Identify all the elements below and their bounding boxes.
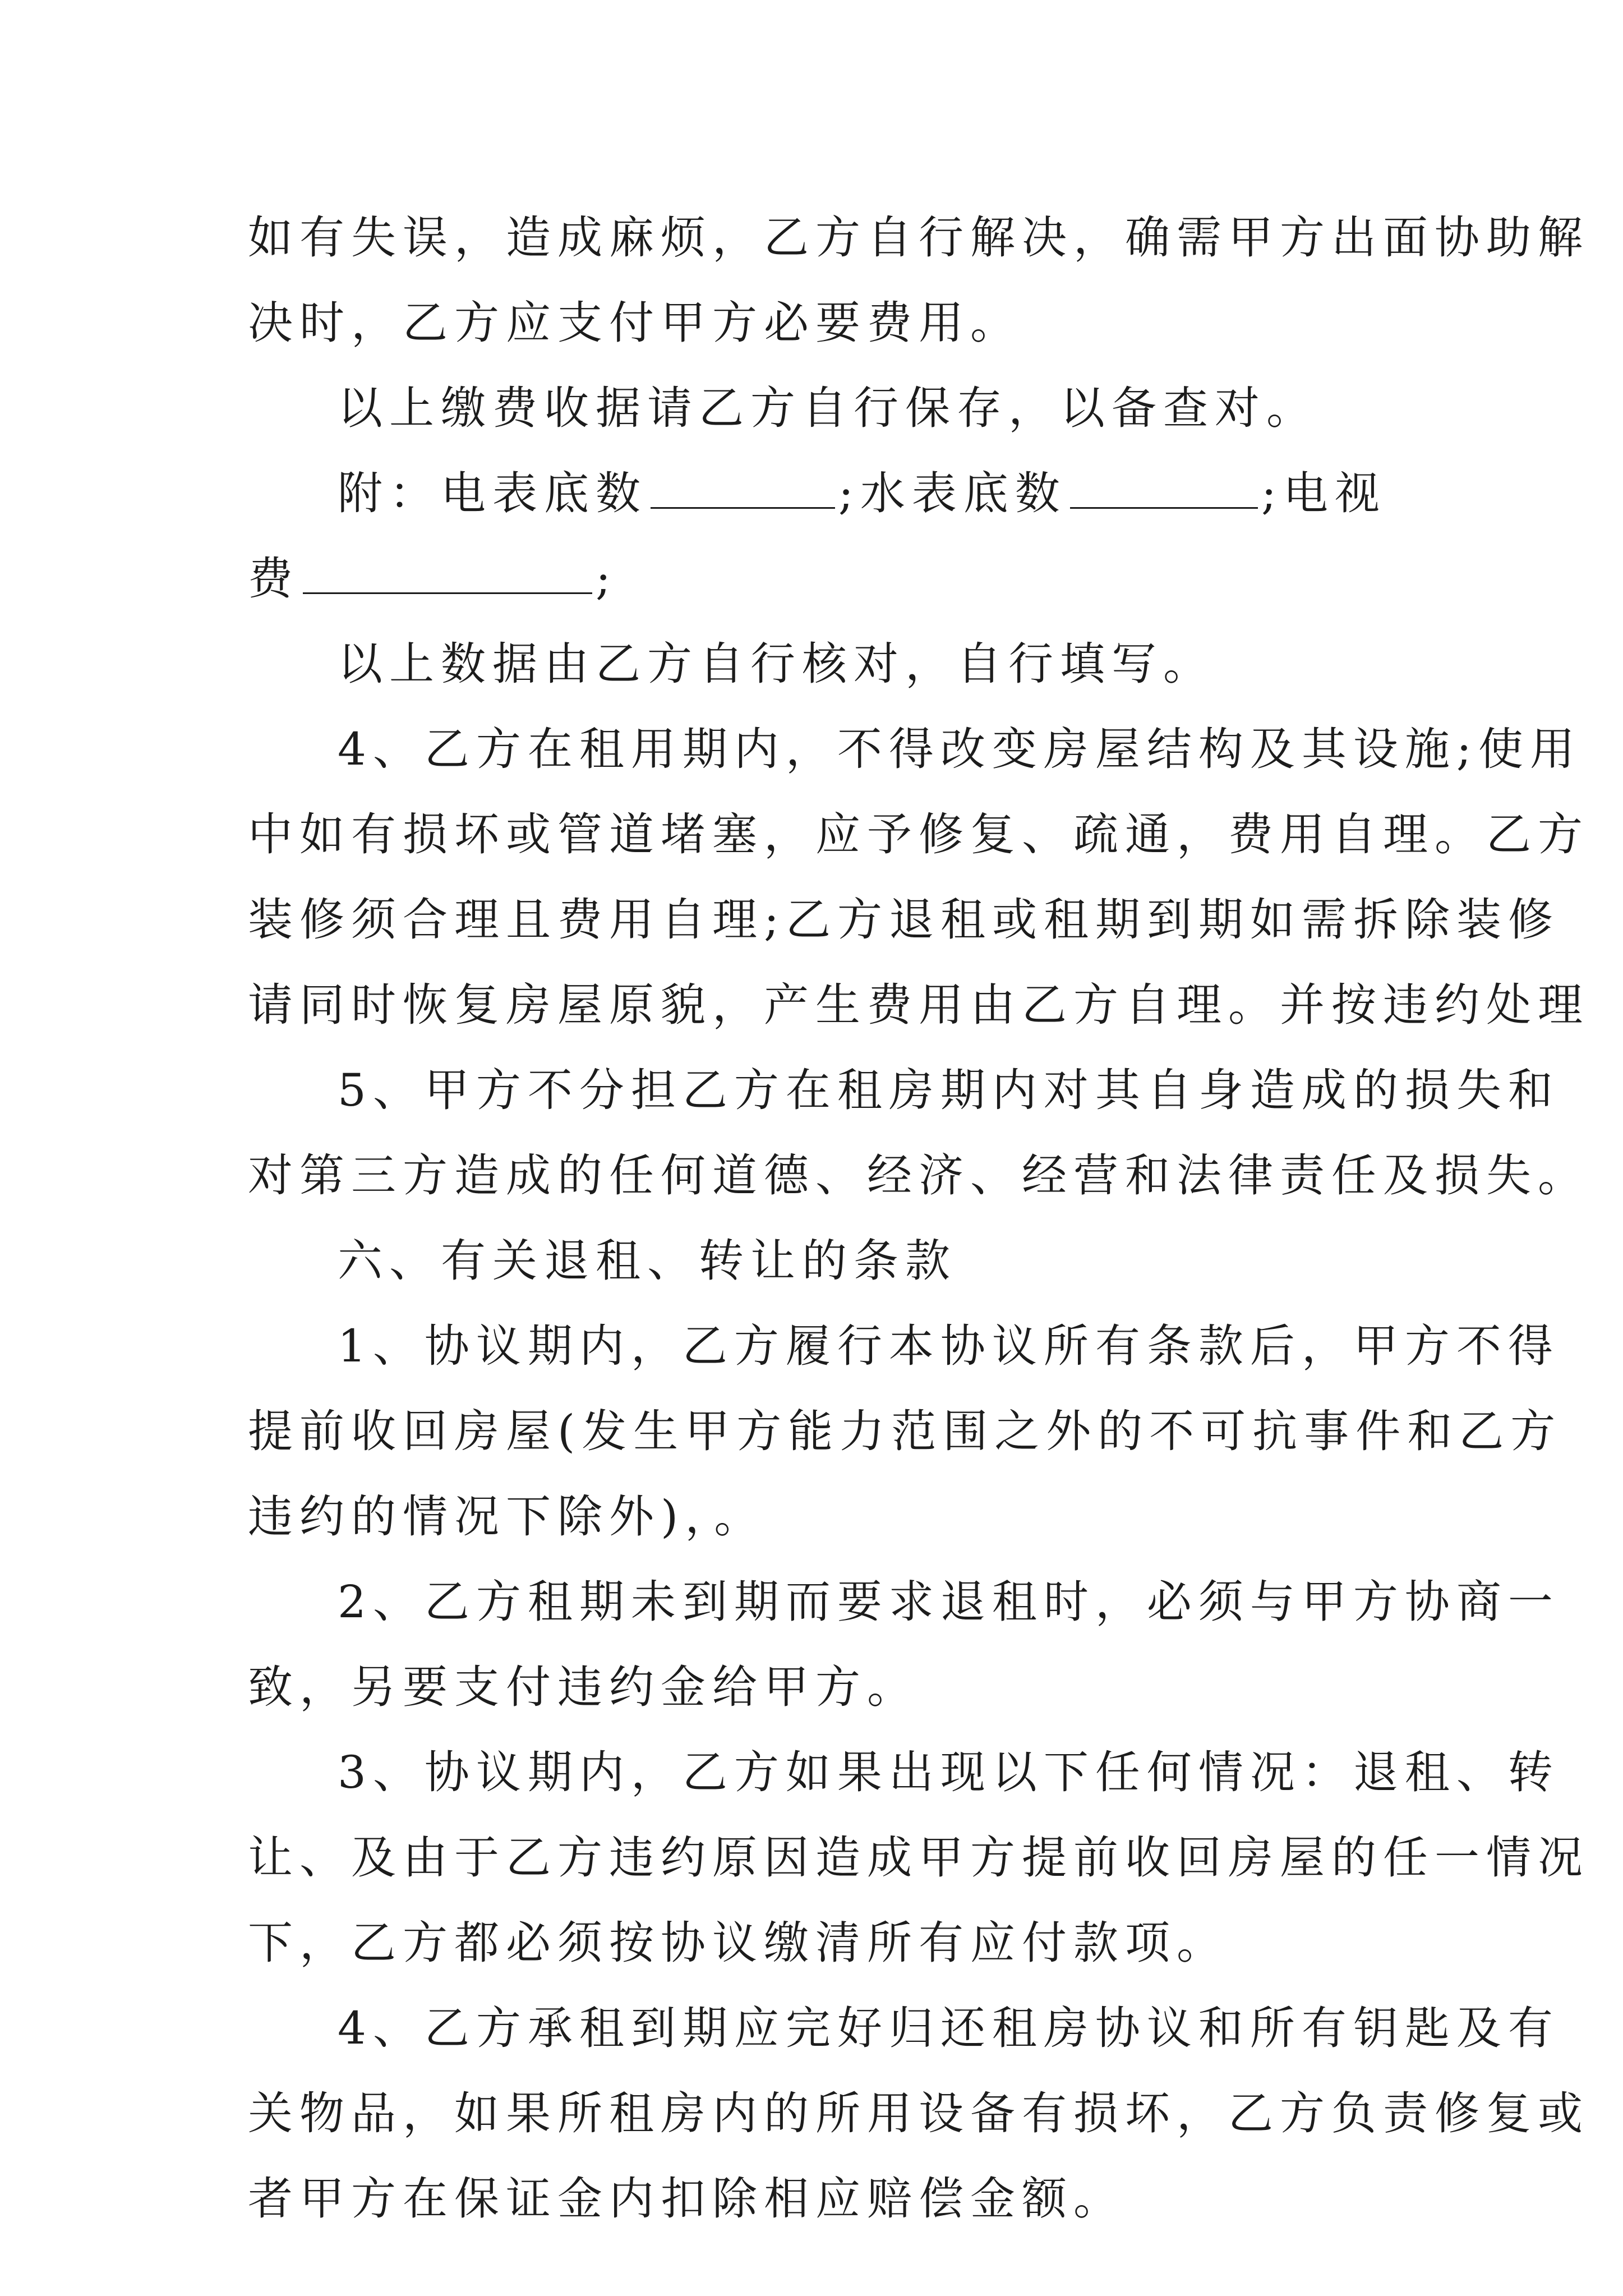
clause-6-2-line: 2、乙方租期未到期而要求退租时，必须与甲方协商一: [338, 1576, 1560, 1628]
text-line: 下，乙方都必须按协议缴清所有应付款项。: [248, 1917, 1228, 1969]
electric-meter-label: 附：电表底数: [338, 467, 647, 519]
clause-5-5-line: 5、甲方不分担乙方在租房期内对其自身造成的损失和: [338, 1064, 1560, 1116]
clause-5-4-line: 4、乙方在租用期内，不得改变房屋结构及其设施;使用: [338, 723, 1581, 775]
text-line: 如有失误，造成麻烦，乙方自行解决，确需甲方出面协助解: [248, 211, 1589, 264]
tv-label-start: ;电视: [1261, 467, 1386, 519]
tv-fee-blank: [303, 555, 592, 594]
text-line: 装修须合理且费用自理;乙方退租或租期到期如需拆除装修: [248, 894, 1560, 946]
tv-fee-terminator: ;: [596, 553, 617, 605]
text-line: 致，另要支付违约金给甲方。: [248, 1661, 919, 1713]
clause-6-1-line: 1、协议期内，乙方履行本协议所有条款后，甲方不得: [338, 1320, 1560, 1372]
paragraph-verify: 以上数据由乙方自行核对，自行填写。: [338, 638, 1215, 690]
text-line: 对第三方造成的任何道德、经济、经营和法律责任及损失。: [248, 1149, 1589, 1202]
tv-label-end: 费: [248, 553, 299, 605]
clause-6-4-line: 4、乙方承租到期应完好归还租房协议和所有钥匙及有: [338, 2002, 1560, 2054]
text-line: 中如有损坏或管道堵塞，应予修复、疏通，费用自理。乙方: [248, 808, 1589, 861]
electric-meter-blank: [651, 470, 835, 509]
document-body: [248, 211, 1589, 2225]
text-line: 请同时恢复房屋原貌，产生费用由乙方自理。并按违约处理: [248, 979, 1589, 1031]
text-line: 让、及由于乙方违约原因造成甲方提前收回房屋的任一情况: [248, 1832, 1589, 1884]
text-line: 决时，乙方应支付甲方必要费用。: [248, 297, 1022, 349]
text-line: 者甲方在保证金内扣除相应赔偿金额。: [248, 2173, 1125, 2225]
tv-fee-line: [248, 553, 1386, 605]
paragraph-receipts: 以上缴费收据请乙方自行保存，以备查对。: [338, 382, 1318, 434]
meter-readings-line: [248, 468, 1386, 519]
text-line: 提前收回房屋(发生甲方能力范围之外的不可抗事件和乙方: [248, 1405, 1562, 1457]
section-heading-6: 六、有关退租、转让的条款: [338, 1235, 957, 1287]
water-meter-label: ;水表底数: [838, 467, 1067, 519]
text-line: 关物品，如果所租房内的所用设备有损坏，乙方负责修复或: [248, 2087, 1589, 2139]
clause-6-3-line: 3、协议期内，乙方如果出现以下任何情况：退租、转: [338, 1746, 1560, 1798]
text-line: 违约的情况下除外)，。: [248, 1490, 766, 1543]
water-meter-blank: [1070, 470, 1258, 509]
